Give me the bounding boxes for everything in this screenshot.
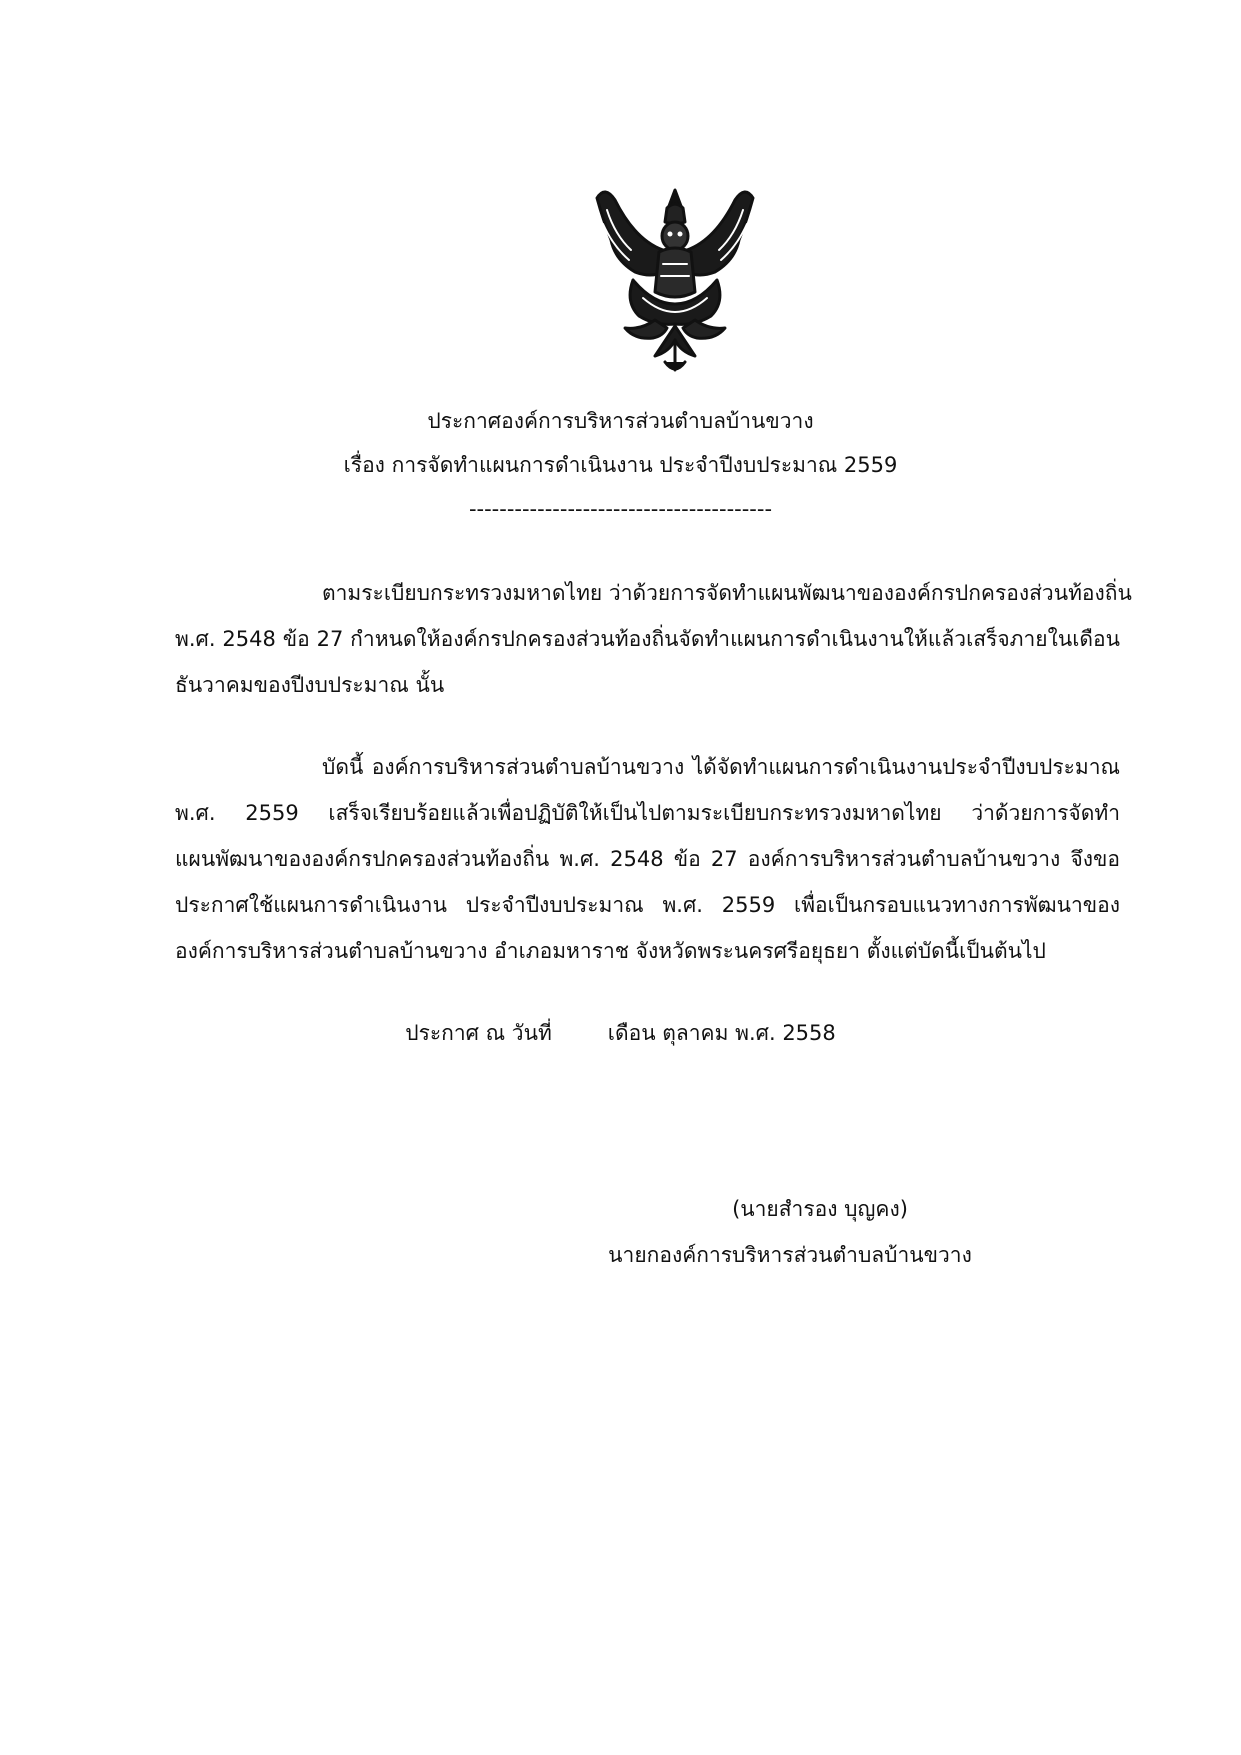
announcement-date-prefix: ประกาศ ณ วันที่ [405, 1021, 552, 1045]
announcement-subject: เรื่อง การจัดทำแผนการดำเนินงาน ประจำปีงบประมาณ 2559 [343, 453, 898, 477]
header-divider: ---------------------------------------- [468, 497, 773, 521]
announcement-date-month: เดือน ตุลาคม พ.ศ. 2558 [607, 1021, 836, 1045]
paragraph2-line1: บัดนี้ องค์การบริหารส่วนตำบลบ้านขวาง ได้จัดทำแผนการดำเนินงานประจำปีงบประมาณ [322, 755, 1120, 779]
signatory-name: (นายสำรอง บุญคง) [732, 1197, 908, 1221]
paragraph2-line5: องค์การบริหารส่วนตำบลบ้านขวาง อำเภอมหาราช จังหวัดพระนครศรีอยุธยา ตั้งแต่บัดนี้เป็นต้นไป [175, 939, 1046, 963]
paragraph1-line2: พ.ศ. 2548 ข้อ 27 กำหนดให้องค์กรปกครองส่วนท้องถิ่นจัดทำแผนการดำเนินงานให้แล้วเสร็จภายในเดือน [175, 627, 1120, 651]
paragraph1-line3: ธันวาคมของปีงบประมาณ นั้น [175, 673, 445, 697]
signatory-position: นายกองค์การบริหารส่วนตำบลบ้านขวาง [608, 1243, 972, 1267]
paragraph1-line1: ตามระเบียบกระทรวงมหาดไทย ว่าด้วยการจัดทำแผนพัฒนาขององค์กรปกครองส่วนท้องถิ่น [322, 581, 1132, 605]
announcement-date [0, 1018, 1241, 1048]
paragraph2-line4: ประกาศใช้แผนการดำเนินงาน ประจำปีงบประมาณ พ.ศ. 2559 เพื่อเป็นกรอบแนวทางการพัฒนาของ [175, 893, 1120, 917]
garuda-emblem [585, 180, 765, 380]
paragraph2-line2: พ.ศ. 2559 เสร็จเรียบร้อยแล้วเพื่อปฏิบัติให้เป็นไปตามระเบียบกระทรวงมหาดไทย ว่าด้วยการจัดทำ [175, 801, 1120, 825]
announcement-title: ประกาศองค์การบริหารส่วนตำบลบ้านขวาง [427, 409, 814, 433]
paragraph2-line3: แผนพัฒนาขององค์กรปกครองส่วนท้องถิ่น พ.ศ. 2548 ข้อ 27 องค์การบริหารส่วนตำบลบ้านขวาง จึงขอ [175, 847, 1120, 871]
